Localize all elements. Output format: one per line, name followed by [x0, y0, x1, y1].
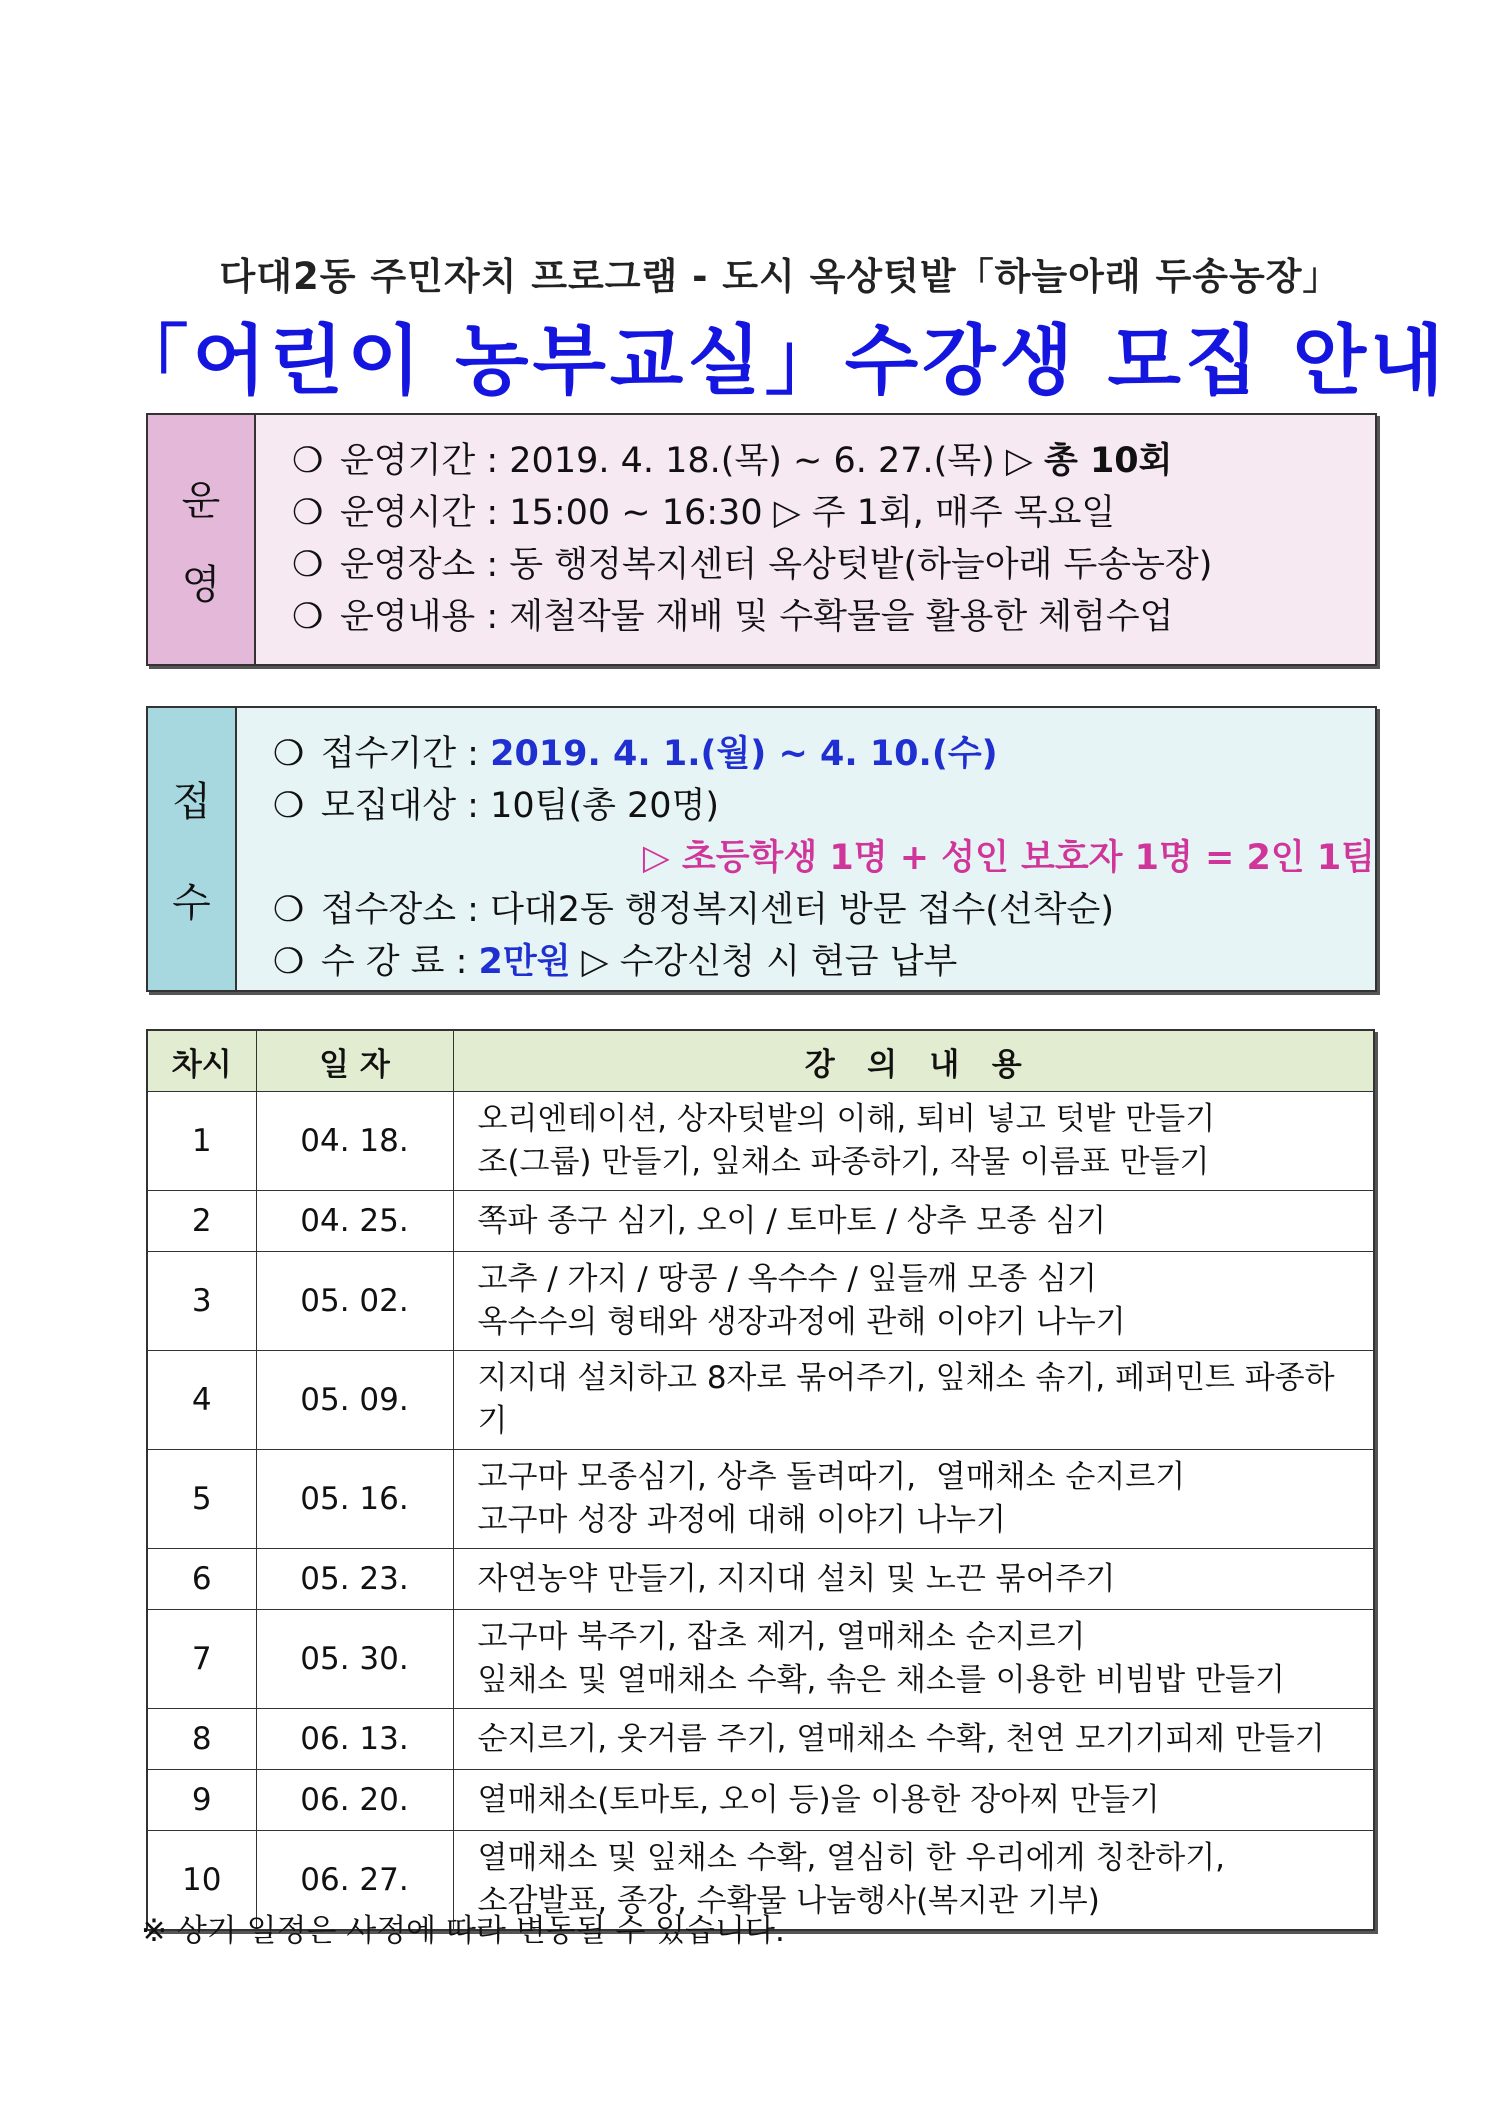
label-char: 수 — [172, 880, 211, 926]
schedule-table — [146, 1029, 1375, 1931]
circle-bullet-icon: ❍ — [292, 493, 324, 533]
reception-place: ❍ 접수장소 : 다대2동 행정복지센터 방문 접수(선착순) — [273, 884, 1375, 936]
label-char: 접 — [172, 779, 211, 825]
header-session: 차시 — [147, 1030, 256, 1092]
table-row: 5 05. 16. 고구마 모종심기, 상추 돌려따기, 열매채소 순지르기 고구마 성장 과정에 대해 이야기 나누기 — [147, 1450, 1374, 1549]
circle-bullet-icon: ❍ — [292, 597, 324, 637]
operation-content — [256, 415, 1375, 664]
circle-bullet-icon: ❍ — [272, 942, 305, 982]
reception-period-value: 2019. 4. 1.(월) ~ 4. 10.(수) — [490, 734, 998, 774]
reception-section — [146, 706, 1377, 992]
reception-period: ❍ 접수기간 : 2019. 4. 1.(월) ~ 4. 10.(수) — [273, 728, 1375, 780]
header-content: 강 의 내 용 — [453, 1030, 1374, 1092]
operation-label — [148, 415, 256, 664]
circle-bullet-icon: ❍ — [272, 786, 305, 826]
team-rule: ▷ 초등학생 1명 + 성인 보호자 1명 = 2인 1팀 — [642, 838, 1375, 878]
table-row: 6 05. 23. 자연농약 만들기, 지지대 설치 및 노끈 묶어주기 — [147, 1549, 1374, 1610]
circle-bullet-icon: ❍ — [292, 441, 324, 481]
table-row: 2 04. 25. 쪽파 종구 심기, 오이 / 토마토 / 상추 모종 심기 — [147, 1191, 1374, 1252]
reception-target: ❍ 모집대상 : 10팀(총 20명) — [273, 780, 1375, 832]
table-row: 7 05. 30. 고구마 북주기, 잡초 제거, 열매채소 순지르기 잎채소 및 열매채소 수확, 솎은 채소를 이용한 비빔밥 만들기 — [147, 1610, 1374, 1709]
reception-label — [148, 708, 237, 990]
table-row: 9 06. 20. 열매채소(토마토, 오이 등)을 이용한 장아찌 만들기 — [147, 1770, 1374, 1831]
table-row: 1 04. 18. 오리엔테이션, 상자텃밭의 이해, 퇴비 넣고 텃밭 만들기 조(그룹) 만들기, 잎채소 파종하기, 작물 이름표 만들기 — [147, 1092, 1374, 1191]
operation-content-text: ❍ 운영내용 : 제철작물 재배 및 수확물을 활용한 체험수업 — [292, 591, 1375, 643]
table-row: 3 05. 02. 고추 / 가지 / 땅콩 / 옥수수 / 잎들깨 모종 심기 옥수수의 형태와 생장과정에 관해 이야기 나누기 — [147, 1252, 1374, 1351]
operation-section — [146, 413, 1377, 666]
operation-time: ❍ 운영시간 : 15:00 ~ 16:30 ▷ 주 1회, 매주 목요일 — [292, 487, 1375, 539]
table-row: 10 06. 27. 열매채소 및 잎채소 수확, 열심히 한 우리에게 칭찬하기, 소감발표, 종강, 수확물 나눔행사(복지관 기부) — [147, 1831, 1374, 1931]
header-date: 일 자 — [256, 1030, 453, 1092]
table-row: 8 06. 13. 순지르기, 웃거름 주기, 열매채소 수확, 천연 모기기피제 만들기 — [147, 1709, 1374, 1770]
operation-place: ❍ 운영장소 : 동 행정복지센터 옥상텃밭(하늘아래 두송농장) — [292, 539, 1375, 591]
circle-bullet-icon: ❍ — [272, 890, 305, 930]
session-count: 총 10회 — [1043, 441, 1173, 481]
reception-fee: ❍ 수 강 료 : 2만원 ▷ 수강신청 시 현금 납부 — [273, 936, 1375, 988]
table-header-row — [147, 1030, 1374, 1092]
label-char: 영 — [181, 562, 221, 609]
label-char: 운 — [181, 477, 221, 524]
reception-content — [237, 708, 1375, 990]
circle-bullet-icon: ❍ — [292, 545, 324, 585]
page-subtitle: 다대2동 주민자치 프로그램 - 도시 옥상텃밭「하늘아래 두송농장」 — [219, 255, 1341, 298]
operation-period: ❍ 운영기간 : 2019. 4. 18.(목) ~ 6. 27.(목) ▷ 총 10회 — [292, 435, 1375, 487]
fee-value: 2만원 — [478, 942, 571, 982]
circle-bullet-icon: ❍ — [272, 734, 305, 774]
schedule-note: ※ 상기 일정은 사정에 따라 변동될 수 있습니다. — [141, 1913, 785, 1949]
page-title: 「어린이 농부교실」수강생 모집 안내 — [112, 316, 1448, 405]
table-row: 4 05. 09. 지지대 설치하고 8자로 묶어주기, 잎채소 솎기, 페퍼민트 파종하기 — [147, 1351, 1374, 1450]
